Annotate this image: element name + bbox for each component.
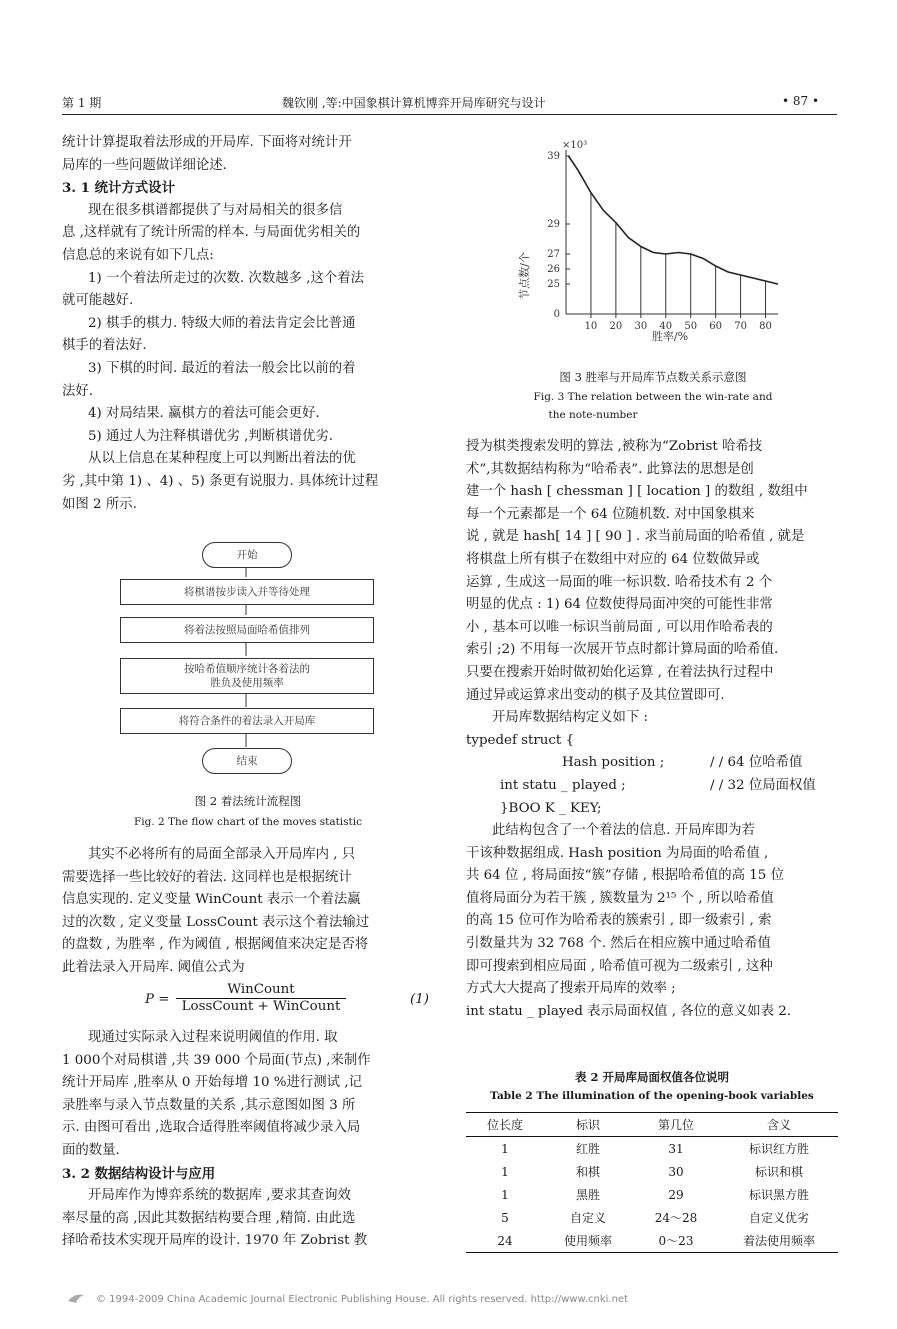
list-item: 4) 对局结果. 赢棋方的着法可能会更好. xyxy=(88,406,320,422)
paragraph-line: 索引 ;2) 不用每一次展开节点时都计算局面的哈希值. xyxy=(466,642,779,658)
paragraph-line: 开局库数据结构定义如下 : xyxy=(492,710,649,726)
table-row xyxy=(466,1160,838,1183)
paragraph-line: 率尽量的高 ,因此其数据结构要合理 ,精简. 由此选 xyxy=(62,1210,356,1226)
fig3-chart xyxy=(500,136,800,358)
list-item: 1) 一个着法所走过的次数. 次数越多 ,这个着法 xyxy=(88,270,365,286)
paragraph-line: 明显的优点 : 1) 64 位数使得局面冲突的可能性非常 xyxy=(466,597,773,613)
table2 xyxy=(466,1112,838,1253)
y-tick-label: 39 xyxy=(547,151,560,162)
table-row xyxy=(466,1206,838,1229)
paragraph-line: 此结构包含了一个着法的信息. 开局库即为若 xyxy=(492,823,755,839)
table-header-cell: 第几位 xyxy=(632,1113,720,1137)
table-cell: 0～23 xyxy=(632,1229,720,1253)
paragraph-line: 面的数量. xyxy=(62,1142,120,1158)
paragraph-line: 运算 , 生成这一局面的唯一标识数. 哈希技术有 2 个 xyxy=(466,574,773,590)
fig2-caption-cn: 图 2 着法统计流程图 xyxy=(194,794,302,808)
code-field: int statu _ played ; xyxy=(500,777,626,793)
page-number: • 87 • xyxy=(782,94,820,108)
y-tick-label: 25 xyxy=(547,279,560,290)
list-item: 棋手的着法好. xyxy=(62,338,147,354)
table-row xyxy=(466,1183,838,1206)
paragraph-line: 现通过实际录入过程来说明阈值的作用. 取 xyxy=(88,1030,338,1045)
left-paragraph-example xyxy=(62,1027,434,1253)
table-cell: 使用频率 xyxy=(544,1229,632,1253)
x-tick-label: 10 xyxy=(584,321,598,332)
table-cell: 24～28 xyxy=(654,1211,698,1225)
paragraph-line: 授为棋类搜索发明的算法 ,被称为“Zobrist 哈希技 xyxy=(466,439,763,454)
code-comment: / / 32 位局面权值 xyxy=(710,777,816,793)
y-tick-label: 26 xyxy=(547,264,560,275)
left-paragraph-threshold xyxy=(62,844,434,980)
code-comment: / / 64 位哈希值 xyxy=(710,755,803,771)
table2-caption-en: Table 2 The illumination of the opening-book variables xyxy=(490,1090,814,1102)
section-3-2-title: 3. 2 数据结构设计与应用 xyxy=(62,1165,216,1182)
flow-step-3-line: 胜负及使用频率 xyxy=(210,677,284,689)
table-header-row xyxy=(466,1113,838,1137)
flow-step-4: 将符合条件的着法录入开局库 xyxy=(120,708,374,734)
table-cell: 24 xyxy=(466,1229,544,1253)
flow-step-3-line: 按哈希值顺序统计各着法的 xyxy=(184,663,310,675)
table-cell: 1 xyxy=(501,1187,509,1202)
table-header-cell: 位长度 xyxy=(466,1113,544,1137)
paragraph-line: 需要选择一些比较好的着法. 这同样也是根据统计 xyxy=(62,869,352,885)
table-cell: 自定义 xyxy=(569,1211,606,1225)
flow-step-2: 将着法按照局面哈希值排列 xyxy=(120,617,374,643)
list-item: 5) 通过人为注释棋谱优劣 ,判断棋谱优劣. xyxy=(88,428,334,444)
paragraph-line: 建一个 hash [ chessman ] [ location ] 的数组 , 数组中 xyxy=(466,484,808,500)
y-axis-label: 节点数/个 xyxy=(518,252,531,300)
formula-lhs: P = xyxy=(145,992,170,1007)
x-tick-label: 70 xyxy=(734,321,747,332)
flow-chart xyxy=(120,540,380,780)
running-title: 魏钦刚 ,等:中国象棋计算机博弈开局库研究与设计 xyxy=(282,96,546,110)
table-header-cell: 含义 xyxy=(720,1113,838,1137)
flow-step-1: 将棋谱按步读入并等待处理 xyxy=(120,579,374,605)
x-tick-label: 50 xyxy=(684,321,698,332)
left-column xyxy=(62,132,434,516)
list-item: 3) 下棋的时间. 最近的着法一般会比以前的着 xyxy=(88,360,356,376)
fig3-caption-cn: 图 3 胜率与开局库节点数关系示意图 xyxy=(559,370,747,384)
paragraph-line: 1 000个对局棋谱 ,共 39 000 个局面(节点) ,来制作 xyxy=(62,1052,371,1068)
fig3-caption-en-2: the note-number xyxy=(548,409,638,421)
section-3-1-title: 3. 1 统计方式设计 xyxy=(62,180,175,197)
paragraph-line: 示. 由图可看出 ,选取合适得胜率阈值将减少录入局 xyxy=(62,1120,361,1136)
flow-start: 开始 xyxy=(202,542,292,568)
header-rule xyxy=(62,114,837,115)
paragraph-line: 共 64 位 , 将局面按“簇”存储 , 根据哈希值的高 15 位 xyxy=(466,868,784,884)
formula-numerator: WinCount xyxy=(227,982,295,997)
paragraph-line: 术”,其数据结构称为“哈希表”. 此算法的思想是创 xyxy=(466,461,754,477)
table-cell: 1 xyxy=(501,1141,509,1156)
journal-issue: 第 1 期 xyxy=(62,96,102,110)
paragraph-line: 统计开局库 ,胜率从 0 开始每增 10 %进行测试 ,记 xyxy=(62,1075,362,1091)
table-cell: 黑胜 xyxy=(575,1188,600,1202)
list-item: 就可能越好. xyxy=(62,293,134,309)
code-line: typedef struct { xyxy=(466,732,575,748)
paragraph-line: 方式大大提高了搜索开局库的效率 ; xyxy=(466,981,676,997)
y-tick-label: 27 xyxy=(547,249,560,260)
table-header-cell: 标识 xyxy=(544,1113,632,1137)
list-item: 法好. xyxy=(62,383,94,399)
paragraph-line: 说 , 就是 hash[ 14 ] [ 90 ] . 求当前局面的哈希值 , 就是 xyxy=(466,529,805,545)
table2-caption-cn: 表 2 开局库局面权值各位说明 xyxy=(574,1070,729,1084)
table-cell: 29 xyxy=(668,1187,684,1202)
x-tick-label: 80 xyxy=(759,321,772,332)
series-line xyxy=(568,156,778,284)
paragraph-line: 从以上信息在某种程度上可以判断出着法的优 xyxy=(88,451,356,467)
paragraph-line: 即可搜索到相应局面 , 哈希值可视为二级索引 , 这种 xyxy=(466,958,773,974)
table-cell: 标识黑方胜 xyxy=(748,1188,809,1202)
paragraph-line: 如图 2 所示. xyxy=(62,496,137,512)
paragraph-line: 开局库作为博弈系统的数据库 ,要求其查询效 xyxy=(88,1188,351,1204)
x-tick-label: 30 xyxy=(634,321,648,332)
table-cell: 1 xyxy=(501,1164,509,1179)
code-line xyxy=(466,752,838,775)
paragraph-line: 值将局面分为若干簇 , 簇数量为 2¹⁵ 个 , 所以哈希值 xyxy=(466,890,774,906)
flow-step-3 xyxy=(120,658,374,694)
paragraph-line: 息 ,这样就有了统计所需的样本. 与局面优劣相关的 xyxy=(62,225,361,241)
y-tick-label: 0 xyxy=(553,309,560,320)
code-field: Hash position ; xyxy=(562,755,665,771)
table-cell: 着法使用频率 xyxy=(720,1229,838,1253)
paragraph-line: 引数量共为 32 768 个. 然后在相应簇中通过哈希值 xyxy=(466,936,771,952)
paragraph-line: 信息总的来说有如下几点: xyxy=(62,247,214,263)
formula-number: (1) xyxy=(410,992,429,1007)
intro-line: 统计计算提取着法形成的开局库. 下面将对统计开 xyxy=(62,135,352,150)
formula-fraction xyxy=(176,982,346,1014)
table-row xyxy=(466,1229,838,1253)
paragraph-line: 小 , 基本可以唯一标识当前局面 , 可以用作哈希表的 xyxy=(466,619,773,635)
x-tick-label: 20 xyxy=(609,321,623,332)
code-line: }BOO K _ KEY; xyxy=(500,800,602,816)
table-cell: 30 xyxy=(668,1164,684,1179)
paragraph-line: 择哈希技术实现开局库的设计. 1970 年 Zobrist 教 xyxy=(62,1233,368,1249)
paragraph-line: 此着法录入开局库. 阈值公式为 xyxy=(62,959,245,975)
paragraph-line: 每一个元素都是一个 64 位随机数. 对中国象棋来 xyxy=(466,506,755,522)
table-cell: 和棋 xyxy=(575,1165,600,1179)
intro-line: 局库的一些问题做详细论述. xyxy=(62,157,227,173)
x-tick-label: 60 xyxy=(709,321,723,332)
table-cell: 标识红方胜 xyxy=(748,1142,809,1156)
paragraph-line: 干该种数据组成. Hash position 为局面的哈希值 , xyxy=(466,845,769,861)
y-multiplier: ×10³ xyxy=(562,140,588,151)
paragraph-line: 录胜率与录入节点数量的关系 ,其示意图如图 3 所 xyxy=(62,1097,356,1113)
list-item: 2) 棋手的棋力. 特级大师的着法肯定会比普通 xyxy=(88,315,356,331)
paragraph-line: 劣 ,其中第 1) 、4) 、5) 条更有说服力. 具体统计过程 xyxy=(62,473,379,489)
paragraph-line: 将棋盘上所有棋子在数组中对应的 64 位数做异或 xyxy=(466,551,760,567)
flow-end: 结束 xyxy=(202,748,292,774)
paragraph-line: 的高 15 位可作为哈希表的簇索引 , 即一级索引 , 索 xyxy=(466,913,772,929)
cnki-logo-icon xyxy=(66,1290,88,1304)
formula-denominator: LossCount + WinCount xyxy=(176,998,346,1014)
table-cell: 5 xyxy=(501,1210,509,1225)
table-cell: 自定义优劣 xyxy=(748,1211,809,1225)
paragraph-line: 的盘数 , 为胜率 , 作为阈值 , 根据阈值来决定是否将 xyxy=(62,937,369,953)
paragraph-line: 过的次数 , 定义变量 LossCount 表示这个着法输过 xyxy=(62,914,370,930)
y-tick-label: 29 xyxy=(547,219,560,230)
paragraph-line: int statu _ played 表示局面权值 , 各位的意义如表 2. xyxy=(466,1003,792,1019)
paragraph-line: 其实不必将所有的局面全部录入开局库内 , 只 xyxy=(88,847,356,862)
x-axis-label: 胜率/% xyxy=(651,330,689,343)
table-cell: 标识和棋 xyxy=(754,1165,803,1179)
paragraph-line: 只要在搜索开始时做初始化运算 , 在着法执行过程中 xyxy=(466,664,774,680)
table-cell: 红胜 xyxy=(575,1142,600,1156)
fig2-caption-en: Fig. 2 The flow chart of the moves statistic xyxy=(133,816,363,828)
table-row xyxy=(466,1137,838,1161)
paragraph-line: 信息实现的. 定义变量 WinCount 表示一个着法赢 xyxy=(62,892,361,908)
fig3-caption-en-1: Fig. 3 The relation between the win-rate and xyxy=(533,391,773,403)
table-cell: 31 xyxy=(668,1141,684,1156)
right-paragraph-zobrist xyxy=(466,436,838,1023)
x-tick-label: 40 xyxy=(659,321,673,332)
paragraph-line: 通过异或运算求出变动的棋子及其位置即可. xyxy=(466,687,725,703)
code-line xyxy=(466,775,838,798)
paragraph-line: 现在很多棋谱都提供了与对局相关的很多信 xyxy=(88,202,343,218)
copyright-footer: © 1994-2009 China Academic Journal Electronic Publishing House. All rights reserved. http://www.cnki.net xyxy=(96,1294,628,1305)
